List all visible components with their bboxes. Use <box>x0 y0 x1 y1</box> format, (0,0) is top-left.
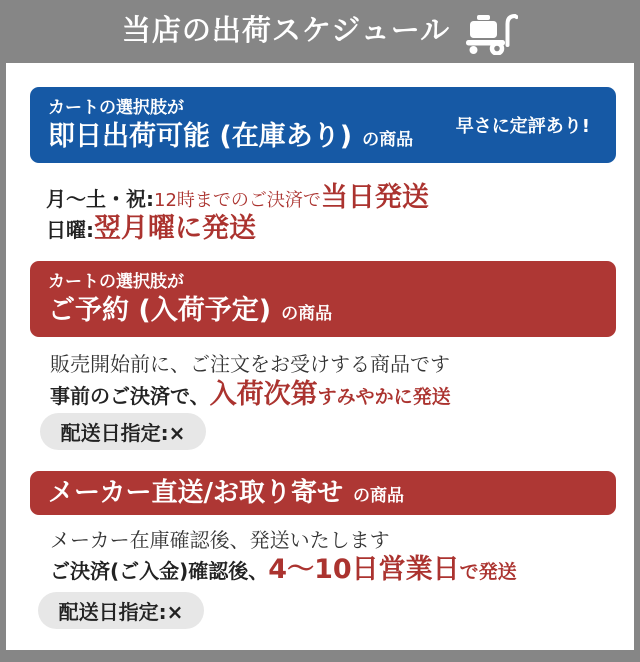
banner-direct <box>30 471 616 515</box>
banner-suffix: の商品 <box>281 303 333 324</box>
direct-line2 <box>50 556 517 583</box>
banner-intro: カートの選択肢が <box>48 98 184 119</box>
banner-same-day <box>30 87 616 163</box>
payment-confirm-label: ご決済(ご入金)確認後、 <box>50 559 269 583</box>
same-day-line1 <box>46 184 429 211</box>
header <box>0 0 640 63</box>
banner-title: 即日出荷可能 (在庫あり) <box>48 120 353 152</box>
page-title: 当店の出荷スケジュール <box>121 13 451 47</box>
stock-check-description: メーカー在庫確認後、発送いたします <box>50 528 390 552</box>
speed-badge: 早さに定評あり! <box>455 116 590 137</box>
ship-tail-text: で発送 <box>459 561 517 583</box>
direct-line1 <box>50 530 390 550</box>
banner-preorder <box>30 261 616 337</box>
preorder-description: 販売開始前に、ご注文をお受けする商品です <box>50 352 450 376</box>
banner-direct-text <box>48 479 404 508</box>
on-arrival-text: 入荷次第 <box>209 379 318 410</box>
banner-same-day-text <box>48 98 413 151</box>
banner-suffix: の商品 <box>352 485 404 506</box>
banner-title: ご予約 (入荷予定) <box>48 294 272 326</box>
banner-suffix: の商品 <box>362 129 414 150</box>
business-days-text: 4〜10日営業日 <box>268 554 460 585</box>
preorder-line1 <box>50 354 450 374</box>
luggage-cart-icon <box>466 5 518 59</box>
banner-title: メーカー直送/お取り寄せ <box>48 477 343 508</box>
banner-preorder-text <box>48 272 332 325</box>
prompt-ship-text: すみやかに発送 <box>317 386 451 408</box>
banner-intro: カートの選択肢が <box>48 272 184 293</box>
delivery-date-pill-direct <box>38 592 204 629</box>
prepay-label: 事前のご決済で、 <box>50 384 210 408</box>
sunday-label: 日曜: <box>46 218 94 242</box>
delivery-date-pill-preorder <box>40 413 206 450</box>
weekday-label: 月〜土・祝: <box>46 187 154 211</box>
deadline-text: 12時までのご決済で <box>154 190 321 211</box>
same-day-ship-text: 当日発送 <box>320 182 429 213</box>
same-day-line2 <box>46 215 256 242</box>
monday-ship-text: 翌月曜に発送 <box>94 213 256 244</box>
pill-label: 配送日指定:× <box>60 421 186 445</box>
pill-label: 配送日指定:× <box>58 600 184 624</box>
content-panel <box>6 63 634 650</box>
preorder-line2 <box>50 381 451 408</box>
